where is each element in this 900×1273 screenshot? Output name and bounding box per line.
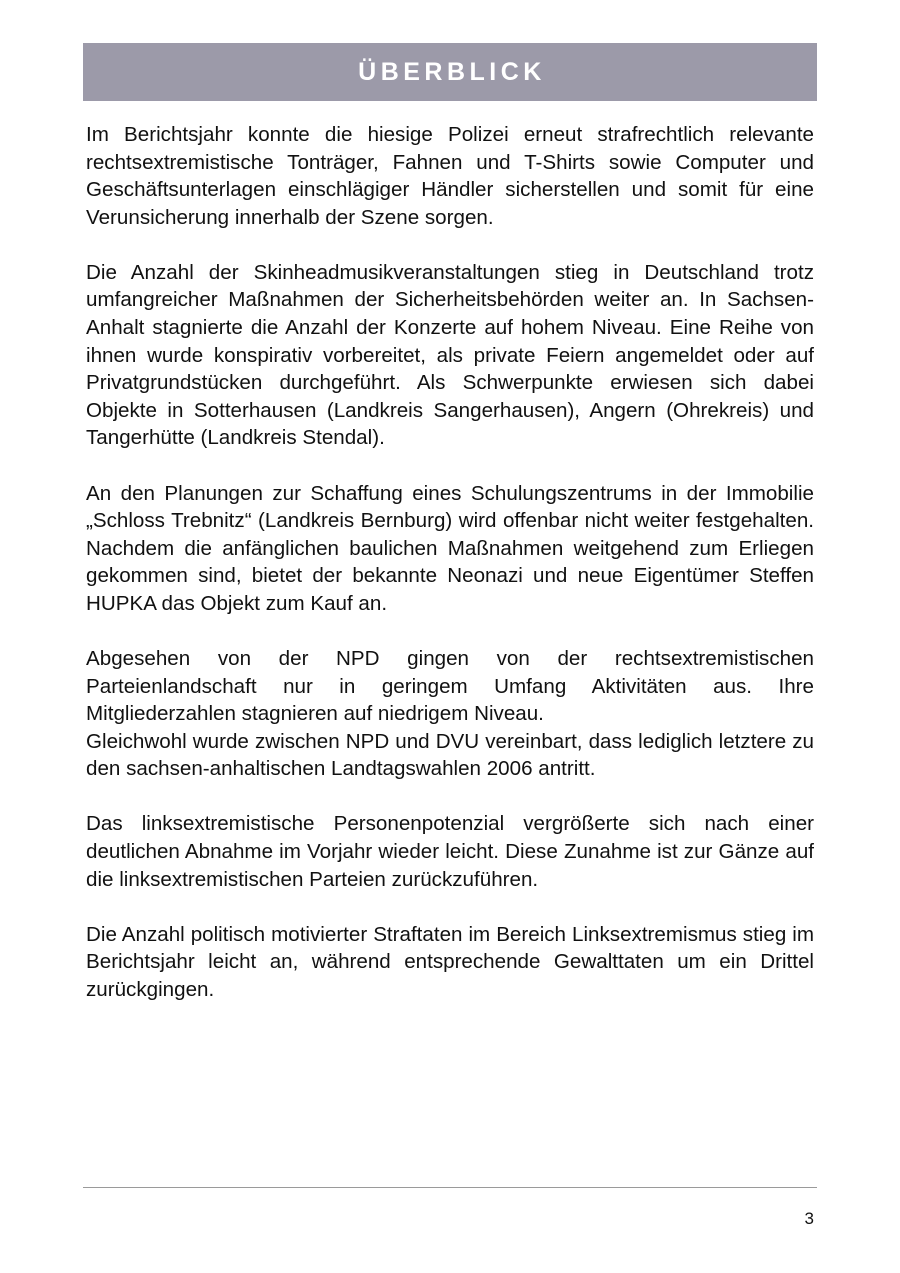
body-text: [86, 121, 814, 1031]
page-number: 3: [804, 1209, 814, 1228]
section-header-bar: [83, 43, 817, 101]
paragraph: Im Berichtsjahr konnte die hiesige Polizei erneut strafrechtlich relevante rechtsextremistische Tonträger, Fahnen und T-Shirts sowie Computer und Geschäftsunterlagen einschlägiger Händler sicherstellen und somit für eine Verunsicherung innerhalb der Szene sorgen.: [86, 123, 814, 229]
section-title: ÜBERBLICK: [358, 57, 546, 86]
paragraph: An den Planungen zur Schaffung eines Schulungszentrums in der Immobilie „Schloss Trebnitz“ (Landkreis Bernburg) wird offenbar nicht weiter festgehalten. Nachdem die anfänglichen baulichen Maßnahmen weitgehend zum Erliegen gekommen sind, bietet der bekannte Neonazi und neue Eigentümer Steffen HUPKA das Objekt zum Kauf an.: [86, 481, 814, 615]
paragraph: Gleichwohl wurde zwischen NPD und DVU vereinbart, dass lediglich letztere zu den sachsen-anhaltischen Landtagswahlen 2006 antritt.: [86, 729, 814, 781]
footer-divider: [83, 1187, 817, 1188]
paragraph: Abgesehen von der NPD gingen von der rechtsextremistischen Parteienlandschaft nur in geringem Umfang Aktivitäten aus. Ihre Mitgliederzahlen stagnieren auf niedrigem Niveau.: [86, 647, 814, 726]
paragraph: Die Anzahl politisch motivierter Straftaten im Bereich Linksextremismus stieg im Berichtsjahr leicht an, während entsprechende Gewalttaten um ein Drittel zurückgingen.: [86, 922, 814, 1001]
paragraph: Die Anzahl der Skinheadmusikveranstaltungen stieg in Deutschland trotz umfangreicher Maßnahmen der Sicherheitsbehörden weiter an. In Sachsen-Anhalt stagnierte die Anzahl der Konzerte auf hohem Niveau. Eine Reihe von ihnen wurde konspirativ vorbereitet, als private Feiern angemeldet oder auf Privatgrundstücken durchgeführt. Als Schwerpunkte erwiesen sich dabei Objekte in Sotterhausen (Landkreis Sangerhausen), Angern (Ohrekreis) und Tangerhütte (Landkreis Stendal).: [86, 260, 814, 450]
paragraph: Das linksextremistische Personenpotenzial vergrößerte sich nach einer deutlichen Abnahme im Vorjahr wieder leicht. Diese Zunahme ist zur Gänze auf die linksextremistischen Parteien zurückzuführen.: [86, 812, 814, 891]
